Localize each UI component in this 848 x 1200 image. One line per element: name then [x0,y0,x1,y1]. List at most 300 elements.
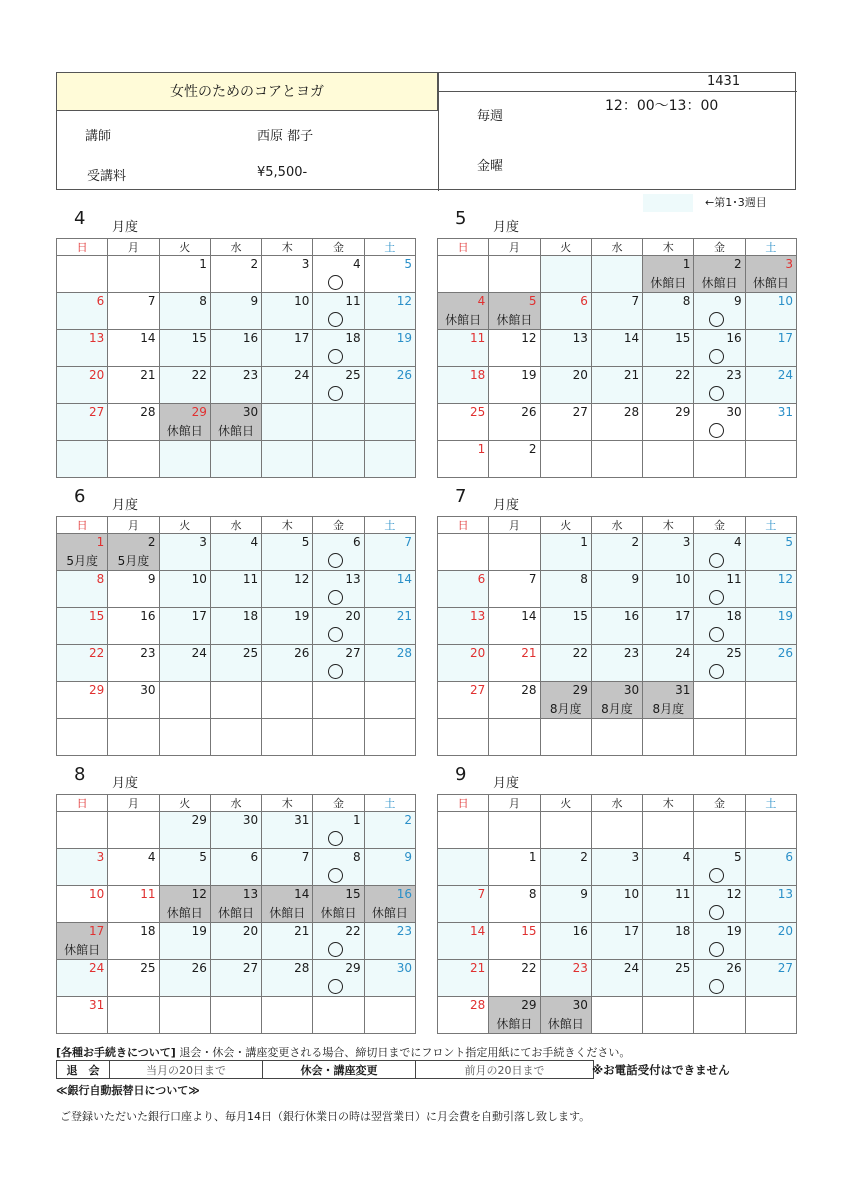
weekday-header: 火 [540,795,591,812]
day-label: 休館日 [320,906,357,920]
month-heading [437,486,637,513]
day-cell [540,923,591,960]
weekday-header: 水 [591,239,642,256]
day-cell [210,849,261,886]
day-number: 31 [777,405,793,419]
day-cell [57,293,108,330]
day-cell [57,441,108,478]
day-cell [694,571,745,608]
week-row [438,441,797,478]
day-number: 10 [623,887,640,901]
day-cell [643,682,694,719]
day-cell [159,923,210,960]
day-number: 5 [301,535,310,549]
day-number: 7 [147,294,156,308]
day-cell [489,645,540,682]
day-label: 休館日 [701,276,738,290]
day-number: 4 [353,257,361,271]
day-cell [313,441,364,478]
day-cell [694,404,745,441]
day-cell [643,256,694,293]
day-number: 10 [191,572,207,586]
day-cell [745,330,796,367]
day-number: 12 [396,294,412,308]
day-number: 23 [242,368,259,382]
day-cell [438,293,489,330]
day-cell [489,293,540,330]
day-cell [694,293,745,330]
day-number: 9 [404,850,412,864]
day-cell [262,293,313,330]
week-row [438,886,797,923]
day-label: 5月度 [66,554,98,568]
day-number: 29 [191,405,207,419]
day-cell [745,404,796,441]
day-number: 29 [521,998,537,1012]
day-number: 10 [89,887,105,901]
day-label: 休館日 [496,1017,533,1031]
day-number: 9 [250,294,259,308]
day-cell [108,645,159,682]
month-number: 5 [455,208,467,229]
day-number: 5 [199,850,207,864]
day-number: 6 [250,850,259,864]
day-cell [57,719,108,756]
day-cell [643,719,694,756]
day-number: 27 [345,646,361,660]
day-cell [57,849,108,886]
month-suffix: 月度 [112,220,139,235]
day-cell [210,404,261,441]
week-row [438,256,797,293]
class-day-circle-icon [709,312,724,327]
day-cell [643,849,694,886]
day-cell [438,534,489,571]
day-number: 1 [682,257,691,271]
day-cell [210,923,261,960]
week-row [57,645,416,682]
day-number: 16 [623,609,640,623]
week-row [438,812,797,849]
month-heading [56,486,256,513]
day-number: 5 [404,257,412,271]
class-day-circle-icon [328,312,343,327]
day-cell [159,571,210,608]
day-cell [262,682,313,719]
day-cell [364,330,415,367]
month-suffix: 月度 [493,220,520,235]
day-number: 12 [191,887,207,901]
day-label: 休館日 [752,276,789,290]
day-number: 20 [470,646,486,660]
day-number: 6 [580,294,588,308]
week-row [57,330,416,367]
day-number: 27 [572,405,588,419]
day-cell [643,923,694,960]
day-number: 16 [572,924,588,938]
day-number: 31 [294,813,310,827]
day-cell [591,571,642,608]
day-number: 3 [301,257,310,271]
day-cell [540,645,591,682]
day-cell [540,441,591,478]
course-header [56,72,796,190]
day-cell [489,330,540,367]
day-cell [438,849,489,886]
day-number: 20 [777,924,793,938]
day-cell [438,256,489,293]
day-cell [210,256,261,293]
day-cell [57,923,108,960]
day-number: 15 [345,887,361,901]
day-cell [540,997,591,1034]
withdraw-label: 退 会 [57,1061,110,1079]
weekday-header: 木 [643,239,694,256]
day-cell [57,960,108,997]
month-number: 9 [455,764,467,785]
day-cell [210,812,261,849]
class-day-circle-icon [328,627,343,642]
day-number: 25 [726,646,742,660]
week-row [438,367,797,404]
month-calendar [56,486,416,756]
weekday-header: 金 [694,517,745,534]
day-cell [694,608,745,645]
day-cell [540,330,591,367]
day-number: 4 [682,850,691,864]
day-number: 11 [345,294,361,308]
day-number: 28 [396,646,412,660]
day-cell [591,330,642,367]
day-number: 18 [726,609,742,623]
weekday-header: 金 [694,239,745,256]
class-day-circle-icon [709,627,724,642]
day-cell [57,367,108,404]
day-number: 20 [572,368,588,382]
day-cell [489,404,540,441]
day-number: 22 [345,924,361,938]
day-number: 28 [623,405,640,419]
day-number: 15 [89,609,105,623]
month-number: 6 [74,486,86,507]
day-cell [210,534,261,571]
weekday-header: 金 [694,795,745,812]
day-cell [108,886,159,923]
weekday-header: 木 [643,517,694,534]
day-number: 17 [623,924,640,938]
day-cell [694,682,745,719]
week-row [438,330,797,367]
day-cell [108,571,159,608]
class-day-circle-icon [328,979,343,994]
day-cell [540,608,591,645]
bank-heading: ≪銀行自動振替日について≫ [56,1084,200,1097]
day-number: 21 [396,609,412,623]
day-number: 6 [785,850,793,864]
month-table [56,238,416,478]
day-number: 11 [470,331,486,345]
day-cell [313,256,364,293]
day-cell [540,849,591,886]
day-number: 29 [191,813,207,827]
day-number: 18 [675,924,691,938]
day-cell [643,367,694,404]
day-cell [159,330,210,367]
day-number: 13 [345,572,361,586]
day-number: 21 [294,924,310,938]
month-calendar [56,764,416,1034]
day-cell [364,719,415,756]
day-cell [364,404,415,441]
day-number: 2 [734,257,742,271]
day-number: 7 [477,887,486,901]
day-cell [540,682,591,719]
day-number: 11 [140,887,156,901]
day-number: 8 [96,572,105,586]
weekday-header: 火 [159,517,210,534]
day-number: 1 [96,535,105,549]
month-suffix: 月度 [112,776,139,791]
week-row [438,404,797,441]
day-cell [57,256,108,293]
day-cell [540,886,591,923]
class-day-circle-icon [328,664,343,679]
day-cell [489,812,540,849]
day-cell [745,608,796,645]
suspend-deadline: 前月の20日まで [416,1061,594,1079]
day-cell [210,682,261,719]
week-row [57,534,416,571]
class-day-circle-icon [709,942,724,957]
day-number: 17 [675,609,691,623]
day-cell [489,441,540,478]
day-cell [438,886,489,923]
deadline-table [56,1060,594,1079]
day-cell [489,256,540,293]
day-cell [57,682,108,719]
day-cell [540,256,591,293]
weekday-header: 日 [57,795,108,812]
day-cell [591,719,642,756]
day-number: 25 [675,961,691,975]
day-cell [159,367,210,404]
day-label: 休館日 [166,424,203,438]
day-cell [643,645,694,682]
day-cell [540,367,591,404]
day-cell [313,682,364,719]
day-number: 21 [140,368,156,382]
day-cell [438,960,489,997]
day-number: 5 [528,294,537,308]
day-number: 9 [147,572,156,586]
day-number: 14 [470,924,486,938]
month-suffix: 月度 [112,498,139,513]
day-cell [57,571,108,608]
day-cell [694,367,745,404]
day-number: 29 [89,683,105,697]
day-cell [262,534,313,571]
week-row [438,719,797,756]
weekday-header: 火 [540,517,591,534]
day-cell [694,645,745,682]
weekday-header: 月 [489,795,540,812]
weekday-header: 土 [745,239,796,256]
month-suffix: 月度 [493,498,520,513]
day-number: 1 [353,813,361,827]
day-cell [210,293,261,330]
day-cell [643,812,694,849]
day-cell [210,330,261,367]
day-cell [364,923,415,960]
day-cell [694,534,745,571]
class-day-circle-icon [709,979,724,994]
day-cell [438,645,489,682]
day-number: 19 [521,368,537,382]
day-cell [438,682,489,719]
day-cell [745,997,796,1034]
day-cell [643,997,694,1034]
day-cell [643,330,694,367]
day-label: 休館日 [445,313,482,327]
day-number: 19 [777,609,793,623]
day-number: 9 [580,887,588,901]
weekday-header: 水 [210,239,261,256]
day-number: 23 [140,646,156,660]
day-cell [591,812,642,849]
day-cell [745,367,796,404]
weekday-header: 月 [489,517,540,534]
day-cell [745,923,796,960]
day-number: 29 [675,405,691,419]
day-number: 22 [675,368,691,382]
day-cell [438,330,489,367]
day-cell [694,997,745,1034]
bank-text: ご登録いただいた銀行口座より、毎月14日（銀行休業日の時は翌営業日）に月会費を自動引落し致します。 [60,1110,591,1123]
day-cell [313,367,364,404]
day-number: 28 [470,998,486,1012]
day-label: 8月度 [601,702,633,716]
day-number: 21 [521,646,537,660]
day-number: 14 [140,331,156,345]
day-cell [364,960,415,997]
day-cell [489,923,540,960]
day-cell [745,812,796,849]
class-day-circle-icon [709,590,724,605]
day-number: 15 [191,331,207,345]
day-cell [694,849,745,886]
day-number: 7 [528,572,537,586]
day-cell [159,960,210,997]
day-label: 8月度 [652,702,685,716]
weekday-header: 金 [313,795,364,812]
day-cell [694,441,745,478]
day-cell [57,645,108,682]
day-number: 18 [140,924,156,938]
day-cell [489,997,540,1034]
day-cell [108,256,159,293]
day-cell [694,330,745,367]
day-number: 26 [191,961,207,975]
course-title: 女性のためのコアとヨガ [57,73,438,111]
week-row [57,849,416,886]
instructor-name: 西原 都子 [257,129,314,144]
day-number: 7 [301,850,310,864]
day-cell [745,645,796,682]
week-row [438,571,797,608]
day-cell [313,849,364,886]
day-number: 2 [528,442,537,456]
day-label: 5月度 [117,554,150,568]
day-cell [108,367,159,404]
weekday-header: 日 [438,517,489,534]
day-cell [745,886,796,923]
day-cell [210,886,261,923]
day-cell [591,256,642,293]
fee-label: 受講料 [87,169,127,184]
day-number: 25 [345,368,361,382]
day-cell [643,571,694,608]
weekday-header: 火 [159,795,210,812]
day-number: 23 [572,961,588,975]
day-number: 23 [726,368,742,382]
day-cell [108,330,159,367]
day-number: 25 [140,961,156,975]
day-number: 30 [242,405,259,419]
phone-note: ※お電話受付はできません [592,1063,730,1077]
week-row [57,608,416,645]
week-row [57,256,416,293]
day-cell [210,960,261,997]
day-cell [643,608,694,645]
week-row [438,923,797,960]
withdraw-deadline: 当月の20日まで [110,1061,263,1079]
day-number: 2 [147,535,156,549]
day-cell [262,719,313,756]
day-number: 16 [140,609,156,623]
weekday-header: 日 [438,795,489,812]
day-number: 30 [242,813,259,827]
weekday-header: 月 [108,795,159,812]
day-cell [438,923,489,960]
day-cell [364,849,415,886]
day-cell [489,534,540,571]
day-number: 14 [396,572,412,586]
day-cell [745,293,796,330]
class-day-circle-icon [328,386,343,401]
day-number: 30 [140,683,156,697]
day-cell [262,997,313,1034]
day-cell [262,812,313,849]
day-cell [364,886,415,923]
day-cell [591,849,642,886]
day-label: 休館日 [496,313,533,327]
day-number: 2 [250,257,259,271]
day-number: 19 [294,609,310,623]
day-number: 2 [631,535,640,549]
day-number: 25 [470,405,486,419]
day-number: 25 [242,646,259,660]
day-cell [643,534,694,571]
day-cell [643,886,694,923]
day-cell [591,404,642,441]
day-cell [489,682,540,719]
day-cell [591,293,642,330]
week-row [57,571,416,608]
month-heading [56,764,256,791]
class-day-circle-icon [328,868,343,883]
frequency: 毎週 [477,109,504,124]
week-row [57,404,416,441]
